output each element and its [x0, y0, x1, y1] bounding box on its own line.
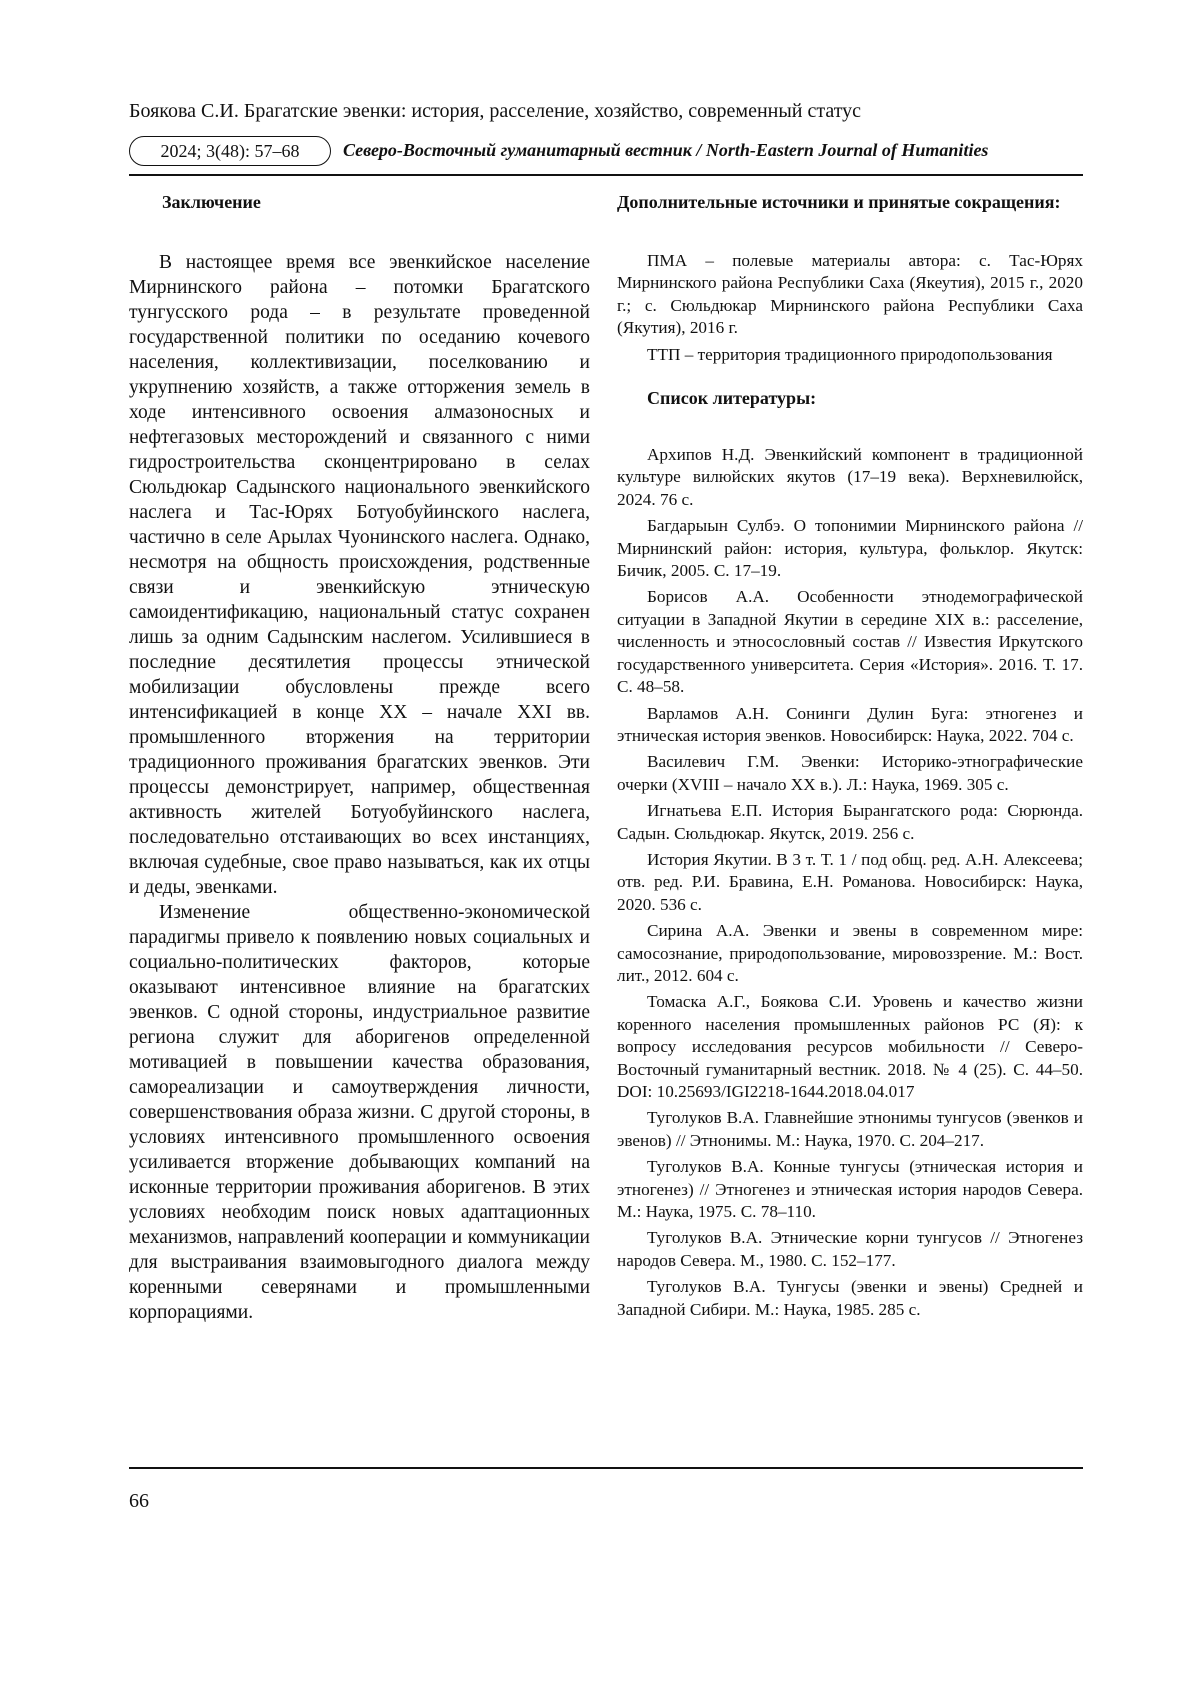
reference-item: Архипов Н.Д. Эвенкийский компонент в традиционной культуре вилюйских якутов (17–19 века). Верхневилюйск, 2024. 76 с.: [617, 445, 1083, 509]
conclusion-heading: Заключение: [162, 192, 261, 212]
reference-item: Туголуков В.А. Тунгусы (эвенки и эвены) Средней и Западной Сибири. М.: Наука, 1985. 285 с.: [617, 1277, 1083, 1319]
reference-item: Туголуков В.А. Конные тунгусы (этническая история и этногенез) // Этногенез и этническая история народов Севера. М.: Наука, 1975. С. 78–110.: [617, 1157, 1083, 1222]
reference-item: Туголуков В.А. Главнейшие этнонимы тунгусов (эвенков и эвенов) // Этнонимы. М.: Наука, 1970. С. 204–217.: [617, 1108, 1083, 1150]
abbreviations-heading: Дополнительные источники и принятые сокращения:: [617, 192, 1061, 212]
conclusion-paragraph: В настоящее время все эвенкийское население Мирнинского района – потомки Брагатского тунгусского рода – в результате проведенной государственной политики по оседанию кочевого населения, коллективизации, поселкованию и укрупнению хозяйств, а также отторжения земель в ходе интенсивного освоения алмазоносных и нефтегазовых месторождений и связанного с ними гидростроительства сконцентрировано в селах Сюльдюкар Садынского национального эвенкийского наслега и Тас-Юрях Ботуобуйинского наслега, частично в селе Арылах Чуонинского наслега. Однако, несмотря на общность происхождения, родственные связи и эвенкийскую этническую самоидентификацию, национальный статус сохранен лишь за одним Садынским наслегом. Усилившиеся в последние десятилетия процессы этнической мобилизации обусловлены прежде всего интенсификацией в конце XX – начале XXI вв. промышленного вторжения на территории традиционного проживания брагатских эвенков. Эти процессы демонстрирует, например, общественная активность жителей Ботуобуйинского наслега, последовательно отстаивающих во всех инстанциях, включая судебные, свое право называться, как их отцы и деды, эвенками.: [129, 252, 590, 898]
reference-item: Томаска А.Г., Боякова С.И. Уровень и качество жизни коренного населения промышленных районов РС (Я): к вопросу исследования ресурсов мобильности // Северо-Восточный гуманитарный вестник. 2018. № 4 (25). С. 44–50. DOI: 10.25693/IGI2218-1644.2018.04.017: [617, 992, 1083, 1101]
reference-item: Туголуков В.А. Этнические корни тунгусов // Этногенез народов Севера. М., 1980. С. 152–177.: [617, 1228, 1083, 1270]
header-divider: [129, 174, 1083, 176]
reference-item: Варламов А.Н. Сонинги Дулин Буга: этногенез и этническая история эвенков. Новосибирск: Наука, 2022. 704 с.: [617, 703, 1083, 745]
reference-item: Борисов А.А. Особенности этнодемографической ситуации в Западной Якутии в середине XIX в.: расселение, численность и этносословный состав // Известия Иркутского государственного университета. Серия «История». 2016. Т. 17. С. 48–58.: [617, 587, 1083, 697]
reference-item: Сирина А.А. Эвенки и эвены в современном мире: самосознание, природопользование, мировоззрение. М.: Вост. лит., 2012. 604 с.: [617, 921, 1083, 985]
reference-item: Багдарыын Сулбэ. О топонимии Мирнинского района // Мирнинский район: история, культура, фольклор. Якутск: Бичик, 2005. С. 17–19.: [617, 516, 1083, 581]
footer-divider: [129, 1467, 1083, 1469]
abbreviation-item: ПМА – полевые материалы автора: с. Тас-Юрях Мирнинского района Республики Саха (Якеутия), 2015 г., 2020 г.; с. Сюльдюкар Мирнинского района Республики Саха (Якутия), 2016 г.: [617, 251, 1083, 338]
conclusion-paragraph: Изменение общественно-экономической парадигмы привело к появлению новых социальных и социально-политических факторов, которые оказывают интенсивное влияние на брагатских эвенков. С одной стороны, индустриальное развитие региона служит для аборигенов определенной мотивацией в повышении качества образования, самореализации и самоутверждения личности, совершенствования образа жизни. С другой стороны, в условиях интенсивного промышленного освоения усиливается вторжение добывающих компаний на исконные территории проживания аборигенов. В этих условиях необходим поиск новых адаптационных механизмов, направлений кооперации и коммуникации для выстраивания взаимовыгодного диалога между коренными северянами и промышленными корпорациями.: [129, 902, 590, 1323]
reference-item: История Якутии. В 3 т. Т. 1 / под общ. ред. А.Н. Алексеева; отв. ред. Р.И. Бравина, Е.Н. Романова. Новосибирск: Наука, 2020. 536 с.: [617, 849, 1083, 914]
abbreviation-item: ТТП – территория традиционного природопользования: [647, 344, 1053, 364]
journal-header: [129, 136, 1083, 168]
issue-badge: 2024; 3(48): 57–68: [129, 136, 331, 166]
running-title: Боякова С.И. Брагатские эвенки: история, расселение, хозяйство, современный статус: [129, 100, 862, 122]
journal-name: Северо-Восточный гуманитарный вестник / North-Eastern Journal of Humanities: [343, 140, 989, 160]
reference-item: Василевич Г.М. Эвенки: Историко-этнографические очерки (XVIII – начало XX в.). Л.: Наука, 1969. 305 с.: [617, 752, 1083, 794]
right-column: [617, 190, 1083, 1325]
left-column: [129, 190, 590, 1325]
references-heading: Список литературы:: [647, 388, 817, 409]
reference-item: Игнатьева Е.П. История Бырангатского рода: Сюрюнда. Садын. Сюльдюкар. Якутск, 2019. 256 с.: [617, 801, 1083, 843]
page-number: 66: [129, 1490, 149, 1512]
